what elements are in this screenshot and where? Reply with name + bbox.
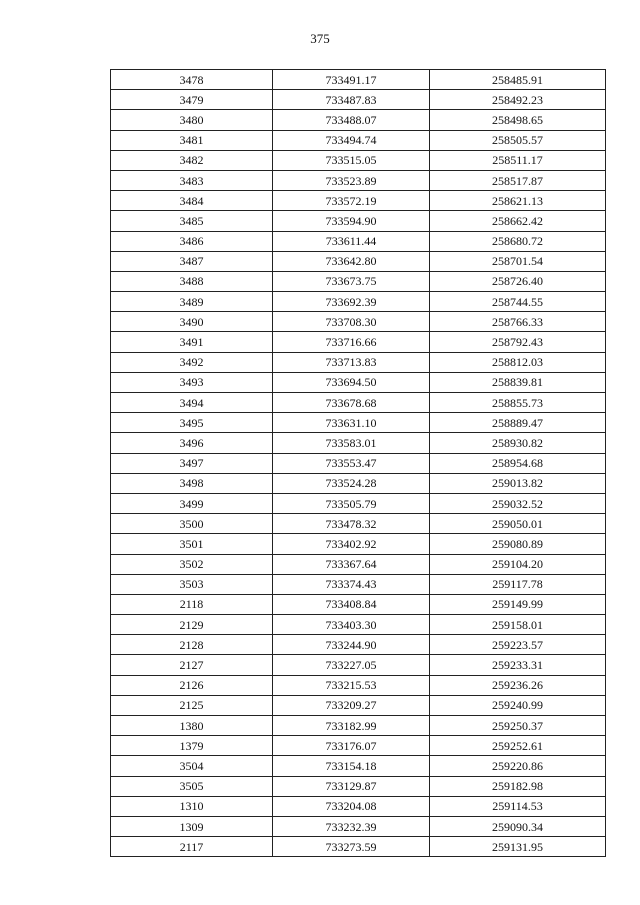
- y-coordinate-cell: 259250.37: [430, 716, 606, 736]
- y-coordinate-cell: 259104.20: [430, 554, 606, 574]
- point-number-cell: 3485: [111, 211, 273, 231]
- y-coordinate-cell: 259050.01: [430, 514, 606, 534]
- y-coordinate-cell: 258766.33: [430, 312, 606, 332]
- x-coordinate-cell: 733154.18: [273, 756, 430, 776]
- table-row: [111, 655, 606, 675]
- y-coordinate-cell: 258701.54: [430, 251, 606, 271]
- point-number-cell: 3500: [111, 514, 273, 534]
- point-number-cell: 2129: [111, 615, 273, 635]
- x-coordinate-cell: 733553.47: [273, 453, 430, 473]
- point-number-cell: 3503: [111, 574, 273, 594]
- table-row: [111, 594, 606, 614]
- table-row: [111, 312, 606, 332]
- point-number-cell: 3492: [111, 352, 273, 372]
- point-number-cell: 3486: [111, 231, 273, 251]
- table-row: [111, 90, 606, 110]
- y-coordinate-cell: 258517.87: [430, 170, 606, 190]
- y-coordinate-cell: 259240.99: [430, 695, 606, 715]
- table-row: [111, 352, 606, 372]
- y-coordinate-cell: 258792.43: [430, 332, 606, 352]
- x-coordinate-cell: 733611.44: [273, 231, 430, 251]
- point-number-cell: 1380: [111, 716, 273, 736]
- x-coordinate-cell: 733524.28: [273, 473, 430, 493]
- table-row: [111, 271, 606, 291]
- y-coordinate-cell: 258889.47: [430, 413, 606, 433]
- table-row: [111, 433, 606, 453]
- table-row: [111, 251, 606, 271]
- y-coordinate-cell: 258839.81: [430, 372, 606, 392]
- y-coordinate-cell: 259236.26: [430, 675, 606, 695]
- y-coordinate-cell: 258662.42: [430, 211, 606, 231]
- point-number-cell: 3481: [111, 130, 273, 150]
- point-number-cell: 3495: [111, 413, 273, 433]
- x-coordinate-cell: 733182.99: [273, 716, 430, 736]
- x-coordinate-cell: 733642.80: [273, 251, 430, 271]
- point-number-cell: 2117: [111, 837, 273, 857]
- y-coordinate-cell: 259131.95: [430, 837, 606, 857]
- table-row: [111, 776, 606, 796]
- y-coordinate-cell: 259233.31: [430, 655, 606, 675]
- table-row: [111, 393, 606, 413]
- y-coordinate-cell: 258485.91: [430, 70, 606, 90]
- y-coordinate-cell: 258511.17: [430, 150, 606, 170]
- x-coordinate-cell: 733494.74: [273, 130, 430, 150]
- table-row: [111, 716, 606, 736]
- x-coordinate-cell: 733227.05: [273, 655, 430, 675]
- table-row: [111, 372, 606, 392]
- y-coordinate-cell: 258744.55: [430, 292, 606, 312]
- x-coordinate-cell: 733244.90: [273, 635, 430, 655]
- table-row: [111, 231, 606, 251]
- y-coordinate-cell: 259032.52: [430, 493, 606, 513]
- table-row: [111, 756, 606, 776]
- y-coordinate-cell: 258812.03: [430, 352, 606, 372]
- table-row: [111, 211, 606, 231]
- point-number-cell: 3489: [111, 292, 273, 312]
- point-number-cell: 3496: [111, 433, 273, 453]
- point-number-cell: 2125: [111, 695, 273, 715]
- x-coordinate-cell: 733374.43: [273, 574, 430, 594]
- y-coordinate-cell: 259114.53: [430, 796, 606, 816]
- y-coordinate-cell: 258505.57: [430, 130, 606, 150]
- x-coordinate-cell: 733583.01: [273, 433, 430, 453]
- x-coordinate-cell: 733367.64: [273, 554, 430, 574]
- table-row: [111, 816, 606, 836]
- table-row: [111, 150, 606, 170]
- point-number-cell: 1310: [111, 796, 273, 816]
- y-coordinate-cell: 259252.61: [430, 736, 606, 756]
- y-coordinate-cell: 259223.57: [430, 635, 606, 655]
- y-coordinate-cell: 259117.78: [430, 574, 606, 594]
- point-number-cell: 3488: [111, 271, 273, 291]
- table-row: [111, 796, 606, 816]
- point-number-cell: 3504: [111, 756, 273, 776]
- point-number-cell: 3478: [111, 70, 273, 90]
- x-coordinate-cell: 733692.39: [273, 292, 430, 312]
- table-row: [111, 191, 606, 211]
- table-row: [111, 493, 606, 513]
- y-coordinate-cell: 258954.68: [430, 453, 606, 473]
- y-coordinate-cell: 259182.98: [430, 776, 606, 796]
- x-coordinate-cell: 733408.84: [273, 594, 430, 614]
- table-row: [111, 554, 606, 574]
- x-coordinate-cell: 733523.89: [273, 170, 430, 190]
- table-row: [111, 514, 606, 534]
- table-row: [111, 70, 606, 90]
- x-coordinate-cell: 733631.10: [273, 413, 430, 433]
- point-number-cell: 3505: [111, 776, 273, 796]
- x-coordinate-cell: 733713.83: [273, 352, 430, 372]
- point-number-cell: 1309: [111, 816, 273, 836]
- x-coordinate-cell: 733232.39: [273, 816, 430, 836]
- point-number-cell: 3479: [111, 90, 273, 110]
- table-row: [111, 534, 606, 554]
- point-number-cell: 1379: [111, 736, 273, 756]
- table-row: [111, 332, 606, 352]
- y-coordinate-cell: 259149.99: [430, 594, 606, 614]
- x-coordinate-cell: 733708.30: [273, 312, 430, 332]
- x-coordinate-cell: 733694.50: [273, 372, 430, 392]
- table-row: [111, 615, 606, 635]
- y-coordinate-cell: 259090.34: [430, 816, 606, 836]
- y-coordinate-cell: 259080.89: [430, 534, 606, 554]
- table-row: [111, 574, 606, 594]
- table-row: [111, 695, 606, 715]
- x-coordinate-cell: 733678.68: [273, 393, 430, 413]
- x-coordinate-cell: 733215.53: [273, 675, 430, 695]
- point-number-cell: 3493: [111, 372, 273, 392]
- y-coordinate-cell: 258855.73: [430, 393, 606, 413]
- x-coordinate-cell: 733204.08: [273, 796, 430, 816]
- point-number-cell: 3501: [111, 534, 273, 554]
- y-coordinate-cell: 259158.01: [430, 615, 606, 635]
- y-coordinate-cell: 258680.72: [430, 231, 606, 251]
- y-coordinate-cell: 258726.40: [430, 271, 606, 291]
- point-number-cell: 3487: [111, 251, 273, 271]
- x-coordinate-cell: 733176.07: [273, 736, 430, 756]
- point-number-cell: 3484: [111, 191, 273, 211]
- table-row: [111, 170, 606, 190]
- table-row: [111, 110, 606, 130]
- point-number-cell: 3499: [111, 493, 273, 513]
- point-number-cell: 3480: [111, 110, 273, 130]
- point-number-cell: 3498: [111, 473, 273, 493]
- x-coordinate-cell: 733505.79: [273, 493, 430, 513]
- point-number-cell: 2126: [111, 675, 273, 695]
- y-coordinate-cell: 258492.23: [430, 90, 606, 110]
- point-number-cell: 3490: [111, 312, 273, 332]
- table-row: [111, 473, 606, 493]
- table-row: [111, 130, 606, 150]
- point-number-cell: 3494: [111, 393, 273, 413]
- table-row: [111, 837, 606, 857]
- x-coordinate-cell: 733402.92: [273, 534, 430, 554]
- x-coordinate-cell: 733209.27: [273, 695, 430, 715]
- x-coordinate-cell: 733491.17: [273, 70, 430, 90]
- table-row: [111, 292, 606, 312]
- x-coordinate-cell: 733515.05: [273, 150, 430, 170]
- point-number-cell: 2128: [111, 635, 273, 655]
- x-coordinate-cell: 733487.83: [273, 90, 430, 110]
- point-number-cell: 2118: [111, 594, 273, 614]
- point-number-cell: 3483: [111, 170, 273, 190]
- table-row: [111, 635, 606, 655]
- x-coordinate-cell: 733673.75: [273, 271, 430, 291]
- table-row: [111, 453, 606, 473]
- table-row: [111, 675, 606, 695]
- page-number: 375: [310, 31, 330, 46]
- y-coordinate-cell: 258930.82: [430, 433, 606, 453]
- x-coordinate-cell: 733594.90: [273, 211, 430, 231]
- x-coordinate-cell: 733716.66: [273, 332, 430, 352]
- y-coordinate-cell: 259220.86: [430, 756, 606, 776]
- x-coordinate-cell: 733403.30: [273, 615, 430, 635]
- y-coordinate-cell: 258498.65: [430, 110, 606, 130]
- x-coordinate-cell: 733488.07: [273, 110, 430, 130]
- coordinates-table-body: [111, 70, 606, 857]
- coordinates-table: [110, 69, 606, 857]
- y-coordinate-cell: 258621.13: [430, 191, 606, 211]
- x-coordinate-cell: 733478.32: [273, 514, 430, 534]
- x-coordinate-cell: 733129.87: [273, 776, 430, 796]
- x-coordinate-cell: 733572.19: [273, 191, 430, 211]
- point-number-cell: 2127: [111, 655, 273, 675]
- point-number-cell: 3497: [111, 453, 273, 473]
- table-row: [111, 413, 606, 433]
- point-number-cell: 3502: [111, 554, 273, 574]
- y-coordinate-cell: 259013.82: [430, 473, 606, 493]
- table-row: [111, 736, 606, 756]
- point-number-cell: 3482: [111, 150, 273, 170]
- x-coordinate-cell: 733273.59: [273, 837, 430, 857]
- point-number-cell: 3491: [111, 332, 273, 352]
